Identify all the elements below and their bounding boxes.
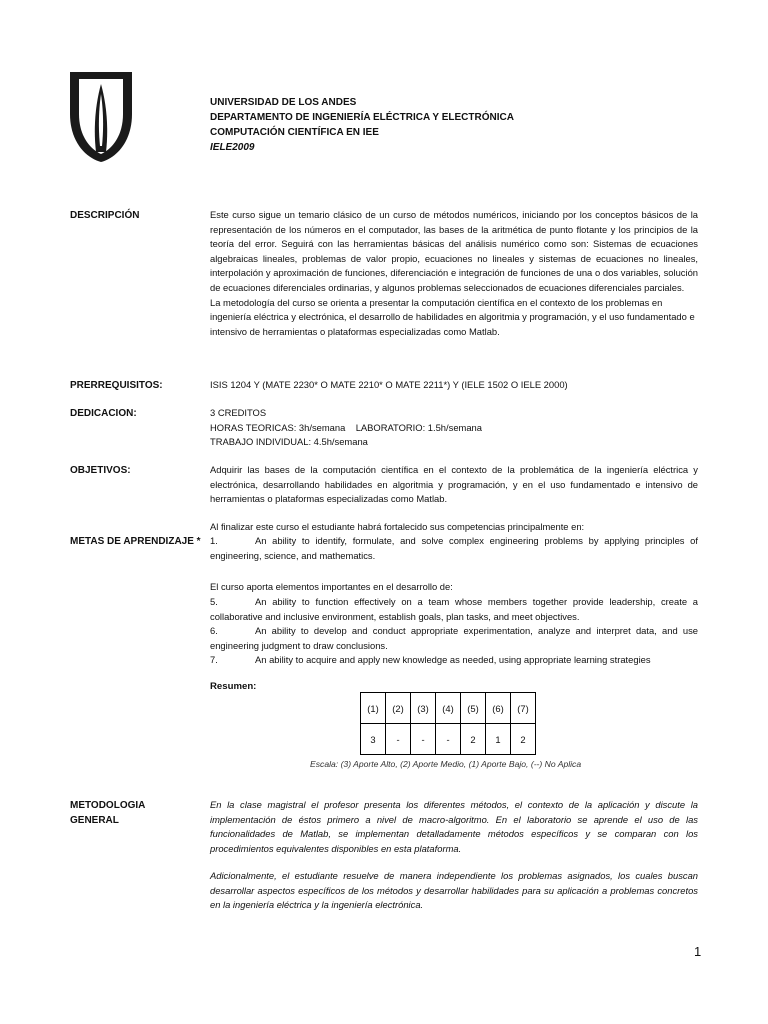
resumen-value-row [361, 724, 536, 755]
dedicacion-credits: 3 CREDITOS [210, 407, 267, 418]
course-code: IELE2009 [210, 142, 255, 153]
resumen-table [360, 692, 536, 755]
metas-item-5 [210, 595, 698, 624]
resumen-label: Resumen: [210, 681, 257, 692]
university-logo [66, 68, 136, 164]
metas-item-6 [210, 624, 698, 653]
prerrequisitos-text: ISIS 1204 Y (MATE 2230* O MATE 2210* O MATE 2211*) Y (IELE 1502 O IELE 2000) [210, 379, 568, 390]
resumen-header-row [361, 693, 536, 724]
descripcion-paragraph-1: Este curso sigue un temario clásico de un curso de métodos numéricos, iniciando por los conceptos básicos de la representación de los números en el computador, las bases de la aritmética de punto flotante y los principios de la teoría del error. Seguirá con las herramientas básicas del análisis numérico como son: Sistemas de ecuaciones algebraicas lineales, problemas de valor propio, ecuaciones no lineales y sistemas de ecuaciones no lineales, interpolación y aproximación de funciones, diferenciación e integración de funciones de una o dos variables, solución de ecuaciones diferenciales ordinarias, y algunos problemas seleccionados de ecuaciones diferenciales parciales. [210, 209, 698, 293]
resumen-header-cell: (3) [411, 693, 436, 724]
document-header [210, 95, 514, 155]
descripcion-text [210, 208, 698, 339]
resumen-value-cell: 3 [361, 724, 386, 755]
resumen-header-cell: (1) [361, 693, 386, 724]
course-name: COMPUTACIÓN CIENTÍFICA EN IEE [210, 127, 379, 138]
metas-item-1-text: An ability to identify, formulate, and solve complex engineering problems by applying principles of engineering, science, and mathematics. [210, 535, 698, 561]
metas-item-6-text: An ability to develop and conduct appropriate experimentation, analyze and interpret data, and use engineering judgment to draw conclusions. [210, 625, 698, 651]
resumen-value-cell: 1 [486, 724, 511, 755]
dedicacion-individual: TRABAJO INDIVIDUAL: 4.5h/semana [210, 436, 368, 448]
metas-item-7-text: An ability to acquire and apply new knowledge as needed, using appropriate learning strategies [255, 654, 651, 665]
resumen-header-cell: (6) [486, 693, 511, 724]
department-name: DEPARTAMENTO DE INGENIERÍA ELÉCTRICA Y ELECTRÓNICA [210, 112, 514, 123]
objetivos-text: Adquirir las bases de la computación científica en el contexto de la problemática de la ingeniería eléctrica y electrónica, desarrollando habilidades en algoritmia y programación, y en el uso fundamentado e intensivo de herramientas o plataformas especializadas como Matlab. [210, 464, 698, 505]
metodologia-label-line-1: METODOLOGIA [70, 800, 146, 811]
metodologia-paragraph-1: En la clase magistral el profesor presenta los diferentes métodos, el contexto de la aplicación y discute la implementación de éstos primero a nivel de macro-algoritmo. En el laboratorio se aprende el uso de las funcionalidades de Matlab, se implementan detalladamente métodos específicos y se comparan con los procedimientos equivalentes disponibles en esta plataforma. [210, 799, 698, 854]
metodologia-label [70, 798, 145, 828]
page-number: 1 [694, 944, 702, 959]
resumen-header-cell: (2) [386, 693, 411, 724]
objetivos-label: OBJETIVOS: [70, 465, 131, 476]
metas-item-7 [210, 653, 698, 668]
descripcion-label: DESCRIPCIÓN [70, 210, 140, 221]
prerrequisitos-label: PRERREQUISITOS: [70, 380, 163, 391]
university-name: UNIVERSIDAD DE LOS ANDES [210, 97, 357, 108]
metas-label: METAS DE APRENDIZAJE * [70, 536, 201, 547]
dedicacion-hours: HORAS TEORICAS: 3h/semana LABORATORIO: 1.5h/semana [210, 421, 482, 433]
metas-item-7-number: 7. [210, 654, 218, 665]
resumen-value-cell: - [436, 724, 461, 755]
metas-intro: Al finalizar este curso el estudiante habrá fortalecido sus competencias principalmente en: [210, 521, 585, 532]
metodologia-paragraph-2: Adicionalmente, el estudiante resuelve de manera independiente los problemas asignados, los cuales buscan desarrollar aspectos específicos de los métodos y desarrollar habilidades para su aplicación a problemas concretos en la ingeniería eléctrica y la ingeniería electrónica. [210, 870, 698, 911]
resumen-value-cell: 2 [511, 724, 536, 755]
metodologia-label-line-2: GENERAL [70, 815, 119, 826]
resumen-scale-legend: Escala: (3) Aporte Alto, (2) Aporte Medio, (1) Aporte Bajo, (--) No Aplica [310, 759, 582, 769]
resumen-header-cell: (5) [461, 693, 486, 724]
metas-intro-2: El curso aporta elementos importantes en el desarrollo de: [210, 581, 453, 592]
descripcion-paragraph-2: La metodología del curso se orienta a presentar la computación científica en el contexto de los problemas en ingeniería eléctrica y electrónica, el desarrollo de habilidades en algoritmia y programación, y el uso fundamentado e intensivo de herramientas o plataformas especializadas como Matlab. [210, 296, 695, 337]
resumen-header-cell: (7) [511, 693, 536, 724]
metas-item-5-text: An ability to function effectively on a team whose members together provide leadership, create a collaborative and inclusive environment, establish goals, plan tasks, and meet objectives. [210, 596, 698, 622]
resumen-value-cell: - [386, 724, 411, 755]
metas-item-1-number: 1. [210, 535, 218, 546]
dedicacion-label: DEDICACION: [70, 408, 137, 419]
resumen-value-cell: 2 [461, 724, 486, 755]
dedicacion-text [210, 406, 698, 450]
metas-item-6-number: 6. [210, 625, 218, 636]
metas-item-5-number: 5. [210, 596, 218, 607]
metas-item-1 [210, 534, 698, 563]
resumen-value-cell: - [411, 724, 436, 755]
resumen-header-cell: (4) [436, 693, 461, 724]
